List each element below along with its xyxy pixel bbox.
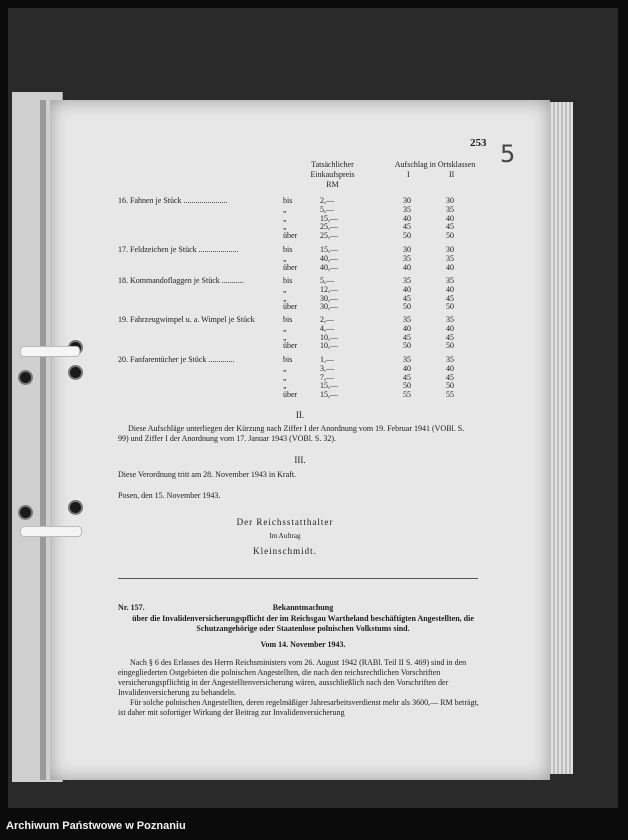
tariff-cell-price: 1,— (320, 355, 334, 364)
handwritten-mark: 5 (500, 140, 516, 168)
tariff-cell-class-2: 35 (446, 204, 454, 214)
tariff-cell-class-2: 35 (446, 276, 454, 285)
section-2-text: Diese Aufschläge unterliegen der Kürzung nach Ziffer I der Anordnung vom 19. Februar 1941 (VOBl. S. 99) und Ziffer I der Anordnung vom 17. Januar 1943 (VOBl. S. 32). (118, 424, 465, 443)
archive-name: Archiwum Państwowe w Poznaniu (6, 820, 186, 832)
tariff-cell-class-1: 40 (403, 262, 411, 272)
tariff-cell-class-1: 40 (403, 284, 411, 294)
tariff-cell-class-2: 40 (446, 262, 454, 272)
tariff-cell-price: 7,— (320, 372, 334, 382)
place-and-date: Posen, den 15. November 1943. (118, 491, 221, 500)
tariff-cell-price: 5,— (320, 276, 334, 285)
binder-clip-bottom (20, 526, 82, 537)
tariff-cell-class-1: 50 (403, 302, 411, 312)
tariff-cell-price: 15,— (320, 245, 338, 254)
announcement-date: Vom 14. November 1943. (260, 640, 346, 649)
tariff-cell-price: 30,— (320, 302, 338, 312)
tariff-item-label: 19. Fahrzeugwimpel u. a. Wimpel je Stück (118, 315, 255, 324)
tariff-cell-class-1: 40 (403, 363, 411, 373)
tariff-cell-class-1: 50 (403, 381, 411, 391)
tariff-cell-price: 30,— (320, 293, 338, 303)
tariff-cell-class-2: 40 (446, 284, 454, 294)
tariff-cell-qual: „ (283, 284, 287, 294)
archive-footer (0, 812, 628, 840)
price-column-header: Tatsächlicher Einkaufspreis RM (310, 160, 355, 189)
tariff-cell-qual: über (283, 231, 298, 241)
tariff-cell-price: 25,— (320, 231, 338, 241)
tariff-cell-class-2: 50 (446, 381, 454, 391)
section-3-numeral: III. (294, 455, 306, 465)
tariff-cell-class-1: 35 (403, 355, 411, 364)
binder-clip-top (20, 346, 80, 357)
tariff-cell-price: 5,— (320, 204, 334, 214)
binder-hole-3 (68, 500, 83, 515)
tariff-cell-qual: „ (283, 204, 287, 214)
tariff-cell-class-1: 50 (403, 231, 411, 241)
signature-on-behalf: Im Auftrag (269, 532, 301, 540)
tariff-cell-class-2: 55 (446, 390, 454, 400)
tariff-cell-price: 40,— (320, 262, 338, 272)
tariff-cell-class-2: 35 (446, 355, 454, 364)
signature-name: Kleinschmidt. (253, 546, 317, 556)
tariff-cell-class-2: 40 (446, 213, 454, 223)
announcement-paragraph-1: Nach § 6 des Erlasses des Herrn Reichsministers vom 26. August 1942 (RABl. Teil II S. 469) sind in den eingegliederten Ostgebieten die polnischen Angestellten, die nach den reichsrechtlichen Vorschriften versicherungspflichtig in der Angestelltenversicherung wären, ausschließlich nach den Vorschriften der Invalidenversicherung zu behandeln. (118, 658, 467, 697)
tariff-cell-class-2: 35 (446, 253, 454, 263)
tariff-cell-class-2: 45 (446, 222, 454, 232)
tariff-cell-qual: „ (283, 323, 287, 333)
section-2-numeral: II. (295, 410, 305, 420)
tariff-cell-class-1: 45 (403, 222, 411, 232)
tariff-cell-class-2: 45 (446, 293, 454, 303)
tariff-cell-qual: „ (283, 363, 287, 373)
tariff-cell-qual: über (283, 262, 298, 272)
tariff-cell-qual: „ (283, 381, 287, 391)
tariff-cell-class-2: 30 (446, 196, 454, 205)
tariff-cell-price: 10,— (320, 341, 338, 351)
tariff-cell-class-1: 35 (403, 315, 411, 324)
tariff-item-label: 20. Fanfarentücher je Stück ............. (118, 355, 235, 364)
surcharge-column-header: Aufschlag in Ortsklassen I II (394, 160, 476, 179)
tariff-cell-qual: bis (283, 276, 293, 285)
tariff-cell-class-1: 40 (403, 323, 411, 333)
signature-authority: Der Reichsstatthalter (236, 517, 334, 527)
tariff-cell-class-1: 35 (403, 276, 411, 285)
tariff-cell-class-2: 50 (446, 231, 454, 241)
tariff-item-label: 16. Fahnen je Stück ...................... (118, 196, 228, 205)
tariff-cell-class-2: 30 (446, 245, 454, 254)
tariff-cell-qual: über (283, 390, 298, 400)
page-number: 253 (470, 137, 487, 149)
tariff-cell-class-1: 30 (403, 196, 411, 205)
tariff-cell-qual: über (283, 341, 298, 351)
tariff-cell-class-2: 35 (446, 315, 454, 324)
tariff-cell-class-2: 45 (446, 332, 454, 342)
tariff-cell-class-1: 45 (403, 293, 411, 303)
tariff-cell-qual: „ (283, 253, 287, 263)
section-3-text: Diese Verordnung tritt am 28. November 1943 in Kraft. (118, 470, 297, 479)
tariff-cell-class-1: 45 (403, 332, 411, 342)
tariff-cell-qual: „ (283, 372, 287, 382)
announcement-number: Nr. 157. (118, 603, 145, 612)
tariff-cell-price: 25,— (320, 222, 338, 232)
tariff-cell-price: 12,— (320, 284, 338, 294)
tariff-item-label: 17. Feldzeichen je Stück .................... (118, 245, 239, 254)
tariff-cell-class-2: 40 (446, 323, 454, 333)
tariff-cell-class-1: 35 (403, 253, 411, 263)
tariff-cell-qual: über (283, 302, 298, 312)
tariff-cell-class-1: 55 (403, 390, 411, 400)
tariff-cell-price: 15,— (320, 390, 338, 400)
tariff-cell-class-2: 40 (446, 363, 454, 373)
tariff-cell-price: 15,— (320, 381, 338, 391)
tariff-cell-price: 2,— (320, 196, 334, 205)
tariff-cell-price: 4,— (320, 323, 334, 333)
tariff-cell-class-1: 35 (403, 204, 411, 214)
binder-hole-2 (68, 365, 83, 380)
tariff-cell-price: 40,— (320, 253, 338, 263)
announcement-subject: über die Invalidenversicherungspflicht der im Reichsgau Wartheland beschäftigten Angestellten, die Schutzangehörige oder Staatenlose polnischen Volkstums sind. (132, 614, 474, 633)
tariff-cell-class-2: 45 (446, 372, 454, 382)
tariff-cell-qual: bis (283, 355, 293, 364)
tariff-cell-qual: bis (283, 315, 293, 324)
tariff-cell-class-1: 50 (403, 341, 411, 351)
tariff-cell-qual: bis (283, 245, 293, 254)
tariff-cell-qual: „ (283, 293, 287, 303)
tariff-cell-price: 2,— (320, 315, 334, 324)
announcement-heading: Bekanntmachung (272, 603, 334, 612)
tariff-item-label: 18. Kommandoflaggen je Stück ........... (118, 276, 244, 285)
tariff-cell-price: 10,— (320, 332, 338, 342)
tariff-cell-price: 3,— (320, 363, 334, 373)
binder-strip (40, 100, 46, 780)
tariff-cell-class-2: 50 (446, 341, 454, 351)
binder-hole-5 (18, 505, 33, 520)
tariff-cell-qual: „ (283, 222, 287, 232)
binder-hole-4 (18, 370, 33, 385)
announcement-paragraph-2: Für solche polnischen Angestellten, deren regelmäßiger Jahresarbeitsverdienst mehr als 3600,— RM beträgt, ist daher mit sofortiger Wirkung der Beitrag zur Invalidenversicherung (118, 698, 479, 717)
tariff-cell-qual: „ (283, 332, 287, 342)
tariff-cell-qual: „ (283, 213, 287, 223)
tariff-cell-class-1: 40 (403, 213, 411, 223)
tariff-cell-class-2: 50 (446, 302, 454, 312)
section-divider (118, 578, 478, 579)
tariff-cell-class-1: 30 (403, 245, 411, 254)
tariff-cell-price: 15,— (320, 213, 338, 223)
tariff-cell-class-1: 45 (403, 372, 411, 382)
tariff-cell-qual: bis (283, 196, 293, 205)
